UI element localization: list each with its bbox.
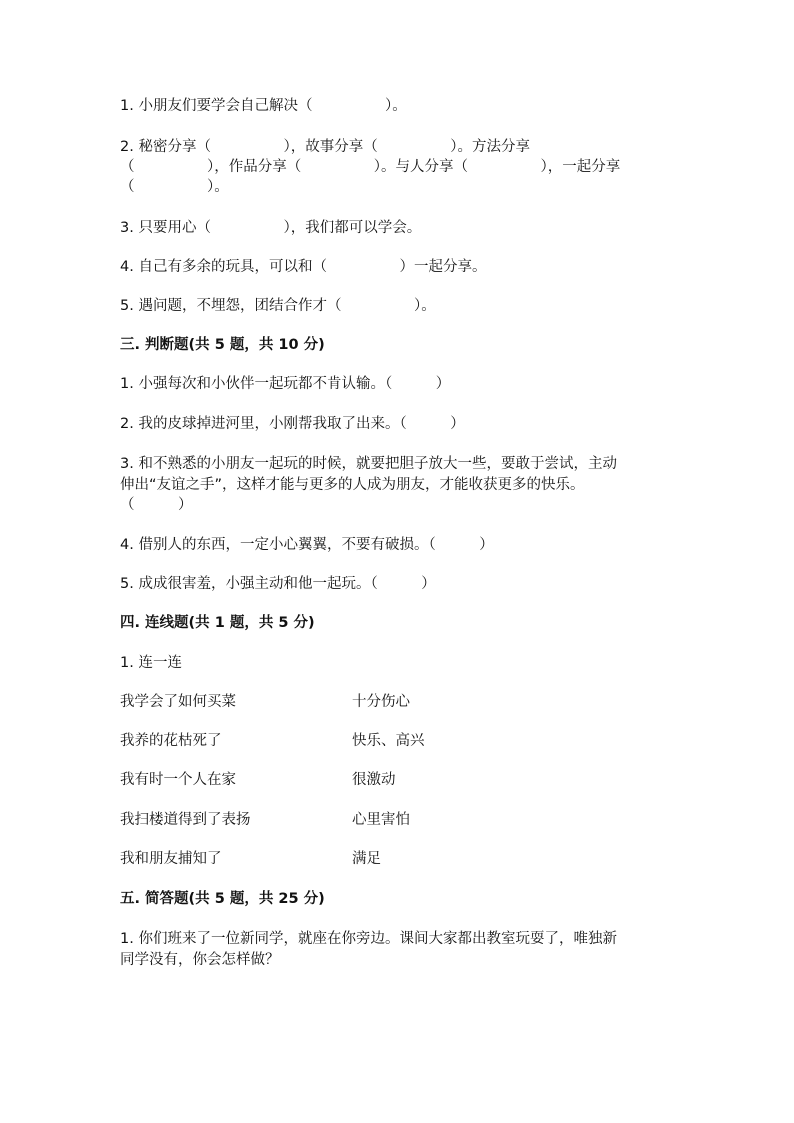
fill-blank-question-2-line-1: 2. 秘密分享（ ），故事分享（ ）。方法分享 [120,139,530,155]
fill-blank-question-2-line-3: （ ）。 [120,179,229,195]
match-right-item-4: 心里害怕 [352,812,410,828]
judge-question-3-line-2: 伸出“友谊之手”，这样才能与更多的人成为朋友，才能收获更多的快乐。 [120,477,585,493]
fill-blank-question-1: 1. 小朋友们要学会自己解决（ ）。 [120,98,407,114]
match-left-item-2: 我养的花枯死了 [120,733,222,749]
fill-blank-question-5: 5. 遇问题，不埋怨，团结合作才（ ）。 [120,298,436,314]
match-right-item-3: 很激动 [352,772,396,788]
match-right-item-1: 十分伤心 [352,694,410,710]
judge-question-5: 5. 成成很害羞，小强主动和他一起玩。（ ） [120,576,436,592]
fill-blank-question-2-line-2: （ ），作品分享（ ）。与人分享（ ），一起分享 [120,159,621,175]
judge-question-4: 4. 借别人的东西，一定小心翼翼，不要有破损。（ ） [120,537,494,553]
fill-blank-question-4: 4. 自己有多余的玩具，可以和（ ）一起分享。 [120,259,487,275]
judge-question-2: 2. 我的皮球掉进河里，小刚帮我取了出来。（ ） [120,416,465,432]
match-left-item-5: 我和朋友捕知了 [120,851,222,867]
fill-blank-question-3: 3. 只要用心（ ），我们都可以学会。 [120,220,422,236]
section-heading-match: 四. 连线题(共 1 题，共 5 分) [120,615,315,631]
judge-question-3-line-1: 3. 和不熟悉的小朋友一起玩的时候，就要把胆子放大一些，要敢于尝试，主动 [120,456,617,472]
match-right-item-2: 快乐、高兴 [352,733,425,749]
match-question-1: 1. 连一连 [120,655,182,671]
match-left-item-3: 我有时一个人在家 [120,772,236,788]
match-left-item-4: 我扫楼道得到了表扬 [120,812,251,828]
match-right-item-5: 满足 [352,851,381,867]
section-heading-judge: 三. 判断题(共 5 题，共 10 分) [120,337,325,353]
short-answer-question-1-line-1: 1. 你们班来了一位新同学，就座在你旁边。课间大家都出教室玩耍了，唯独新 [120,931,617,947]
judge-question-3-line-3: （ ） [120,497,193,513]
section-heading-short-answer: 五. 简答题(共 5 题，共 25 分) [120,891,325,907]
match-left-item-1: 我学会了如何买菜 [120,694,236,710]
short-answer-question-1-line-2: 同学没有，你会怎样做？ [120,952,280,968]
judge-question-1: 1. 小强每次和小伙伴一起玩都不肯认输。（ ） [120,376,451,392]
